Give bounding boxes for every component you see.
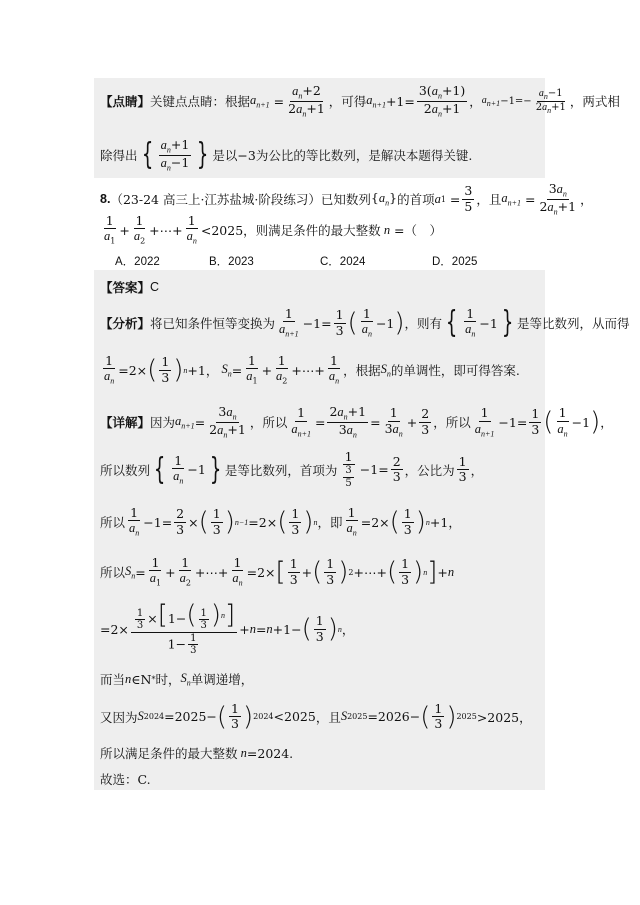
answer-value: C	[150, 280, 160, 294]
analysis-line-2: $\frac{1}{a_n}$ =2× ( $\frac{1}{3}$ ) n +1， $S_n$ = $\frac{1}{a_1}$ + $\frac{1}{a_2}$ +⋯+ $\frac{1}{a_n}$ ，根据 $S_n$ 的单调性，即可得答案.	[104, 353, 520, 386]
detail-line-6: 而当 n ∈N * 时， $S_n$ 单调递增，	[100, 670, 254, 688]
option-c: C．2024	[320, 256, 366, 268]
detail-line-3: 所以 $\frac{1}{a_n}$ −1= $\frac{2}{3}$ × ( $\frac{1}{3}$ ) n−1 =2× ( $\frac{1}{3}$ ) n ，即 $\frac{1}{a_n}$ =2× ( $\frac{1}{3}$ ) n +1，	[100, 505, 461, 538]
dianjing-label: 【点睛】	[100, 94, 151, 110]
detail-line-9: 故选：C.	[100, 772, 151, 787]
dianjing-line-2: 除得出 { $\frac{a_n+1}{a_n-1}$ } 是以−3为公比的等比数列，是解决本题得关键.	[100, 137, 473, 173]
option-b: B．2023	[209, 256, 254, 268]
fraction: $\frac{a_n-1}{2a_n+1}$	[535, 87, 566, 115]
option-a: A．2022	[115, 256, 160, 268]
detail-line-4: 所以 $S_n$ = $\frac{1}{a_1}$ + $\frac{1}{a_2}$ +⋯+ $\frac{1}{a_n}$ =2× [ $\frac{1}{3}$ + ( $\frac{1}{3}$ ) 2 +⋯+ ( $\frac{1}{3}$ ) n ] + n	[100, 555, 455, 588]
detail-line-2: 所以数列 { $\frac{1}{a_n}$ −1 } 是等比数列，首项为 $\frac{1}{\frac{3}{5}}$ −1= $\frac{2}{3}$ ，公比为 $\frac{1}{3}$ ，	[100, 449, 484, 489]
detail-line-8: 所以满足条件的最大整数 n =2024.	[100, 745, 294, 761]
fraction: $\frac{3(a_n+1)}{2a_n+1}$	[418, 83, 466, 119]
analysis-line-1: 【分析】 将已知条件恒等变换为 $\frac{1}{a_{n+1}}$ −1= $\frac{1}{3}$ ( $\frac{1}{a_n}$ −1 ) ，则有 { $\frac{1}{a_n}$ −1 } 是等比数列，从而得	[100, 305, 630, 341]
question-line-2: $\frac{1}{a_1}$ + $\frac{1}{a_2}$ +⋯+ $\frac{1}{a_n}$ <2025 ，则满足条件的最大整数 n = （ ）	[104, 213, 443, 246]
dianjing-line-1: 【点睛】 关键点点睛：根据 $a_{n+1}$ = $\frac{a_n+2}{2a_n+1}$ ，可得 $a_{n+1}$ +1= $\frac{3(a_n+1)}{2a_n+1}$ ， $a_{n+1}$ −1=− $\frac{a_n-1}{2a_n+1}$ ，两式相	[100, 83, 620, 119]
detail-line-7: 又因为 S 2024 =2025− ( $\frac{1}{3}$ ) 2024 <2025 ，且 S 2025 =2026− ( $\frac{1}{3}$ ) 2025 >2025，	[100, 701, 532, 732]
answer-line: 【答案】 C	[100, 280, 160, 295]
fraction: $\frac{a_n+2}{2a_n+1}$	[288, 83, 325, 119]
question-source: （23-24 高三上·江苏盐城·阶段练习）	[110, 192, 321, 208]
detail-line-1: 【详解】 因为 $a_{n+1}$ = $\frac{3a_n}{2a_n+1}$ ，所以 $\frac{1}{a_{n+1}}$ = $\frac{2a_n+1}{3a_n}$ = $\frac{1}{3a_n}$ + $\frac{2}{3}$ ，所以 $\frac{1}{a_{n+1}}$ −1= $\frac{1}{3}$ ( $\frac{1}{a_n}$ −1 ) ，	[100, 404, 613, 440]
option-d: D．2025	[432, 256, 478, 268]
question-line-1: 8. （23-24 高三上·江苏盐城·阶段练习） 已知数列 $\{a_n\}$ 的首项 a 1 = $\frac{3}{5}$ ，且 $a_{n+1}$ = $\frac{3a_n}{2a_n+1}$ ，	[100, 181, 593, 217]
detail-line-5: =2× $\frac{1}{3}$ ×[1−( $\frac{1}{3}$ )$^n$] 1− $\frac{1}{3}$ + n = n +1− ( $\frac{1}{3}$ ) n ，	[100, 600, 355, 656]
